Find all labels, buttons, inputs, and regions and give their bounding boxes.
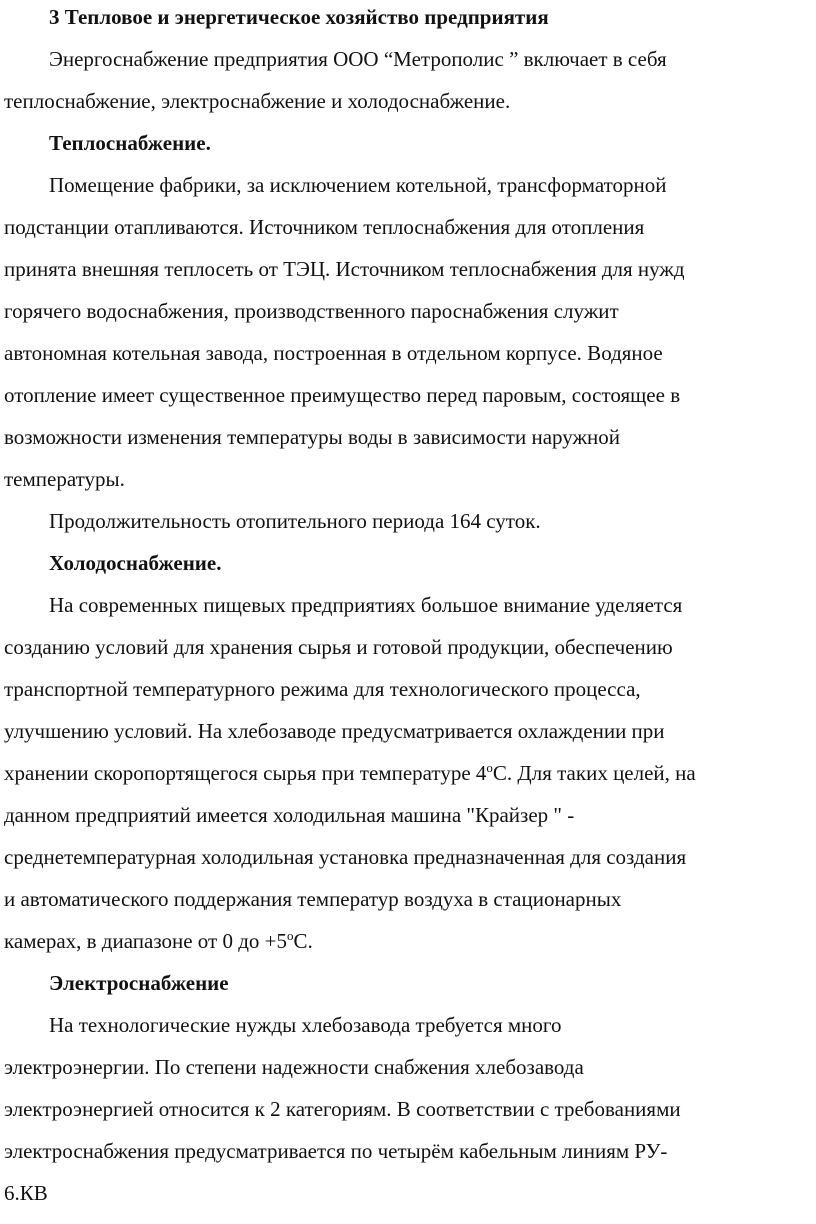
intro-line-1: Энергоснабжение предприятия ООО “Метрополис ” включает в себя <box>49 47 667 71</box>
heat-line: температуры. <box>4 467 125 491</box>
degree-mark: о <box>287 928 294 943</box>
degree-mark: о <box>486 760 493 775</box>
electric-line: электроснабжения предусматривается по четырём кабельным линиям РУ- <box>4 1139 668 1163</box>
heat-line: отопление имеет существенное преимущество перед паровым, состоящее в <box>4 383 681 407</box>
cold-line: На современных пищевых предприятиях большое внимание уделяется <box>49 593 683 617</box>
electric-line: 6.КВ <box>4 1181 48 1205</box>
heat-heading: Теплоснабжение. <box>49 131 211 155</box>
cold-line: созданию условий для хранения сырья и готовой продукции, обеспечению <box>4 635 673 659</box>
heating-period: Продолжительность отопительного периода 164 суток. <box>49 509 541 533</box>
heat-line: автономная котельная завода, построенная в отдельном корпусе. Водяное <box>4 341 663 365</box>
cold-line: улучшению условий. На хлебозаводе предусматривается охлаждении при <box>4 719 665 743</box>
cold-line-text: С. <box>293 929 313 953</box>
heat-line: подстанции отапливаются. Источником теплоснабжения для отопления <box>4 215 645 239</box>
heat-line: горячего водоснабжения, производственного пароснабжения служит <box>4 299 619 323</box>
electric-line: электроэнергии. По степени надежности снабжения хлебозавода <box>4 1055 584 1079</box>
electric-heading: Электроснабжение <box>49 971 229 995</box>
cold-line: и автоматического поддержания температур воздуха в стационарных <box>4 887 622 911</box>
electric-line: электроэнергией относится к 2 категориям. В соответствии с требованиями <box>4 1097 681 1121</box>
section-title: 3 Тепловое и энергетическое хозяйство предприятия <box>49 5 549 29</box>
heat-line: Помещение фабрики, за исключением котельной, трансформаторной <box>49 173 667 197</box>
electric-line: На технологические нужды хлебозавода требуется много <box>49 1013 562 1037</box>
cold-heading: Холодоснабжение. <box>49 551 222 575</box>
cold-line: транспортной температурного режима для технологического процесса, <box>4 677 641 701</box>
cold-line-text: С. Для таких целей, на <box>492 761 696 785</box>
cold-line: среднетемпературная холодильная установка предназначенная для создания <box>4 845 687 869</box>
cold-line: данном предприятий имеется холодильная машина "Крайзер " - <box>4 803 575 827</box>
cold-line-range <box>4 920 810 962</box>
heat-line: возможности изменения температуры воды в зависимости наружной <box>4 425 620 449</box>
cold-line-text: камерах, в диапазоне от 0 до +5 <box>4 929 287 953</box>
heat-line: принята внешняя теплосеть от ТЭЦ. Источником теплоснабжения для нужд <box>4 257 685 281</box>
cold-line-text: хранении скоропортящегося сырья при температуре 4 <box>4 761 487 785</box>
cold-line-temperature <box>4 752 810 794</box>
intro-line-2: теплоснабжение, электроснабжение и холодоснабжение. <box>4 89 511 113</box>
